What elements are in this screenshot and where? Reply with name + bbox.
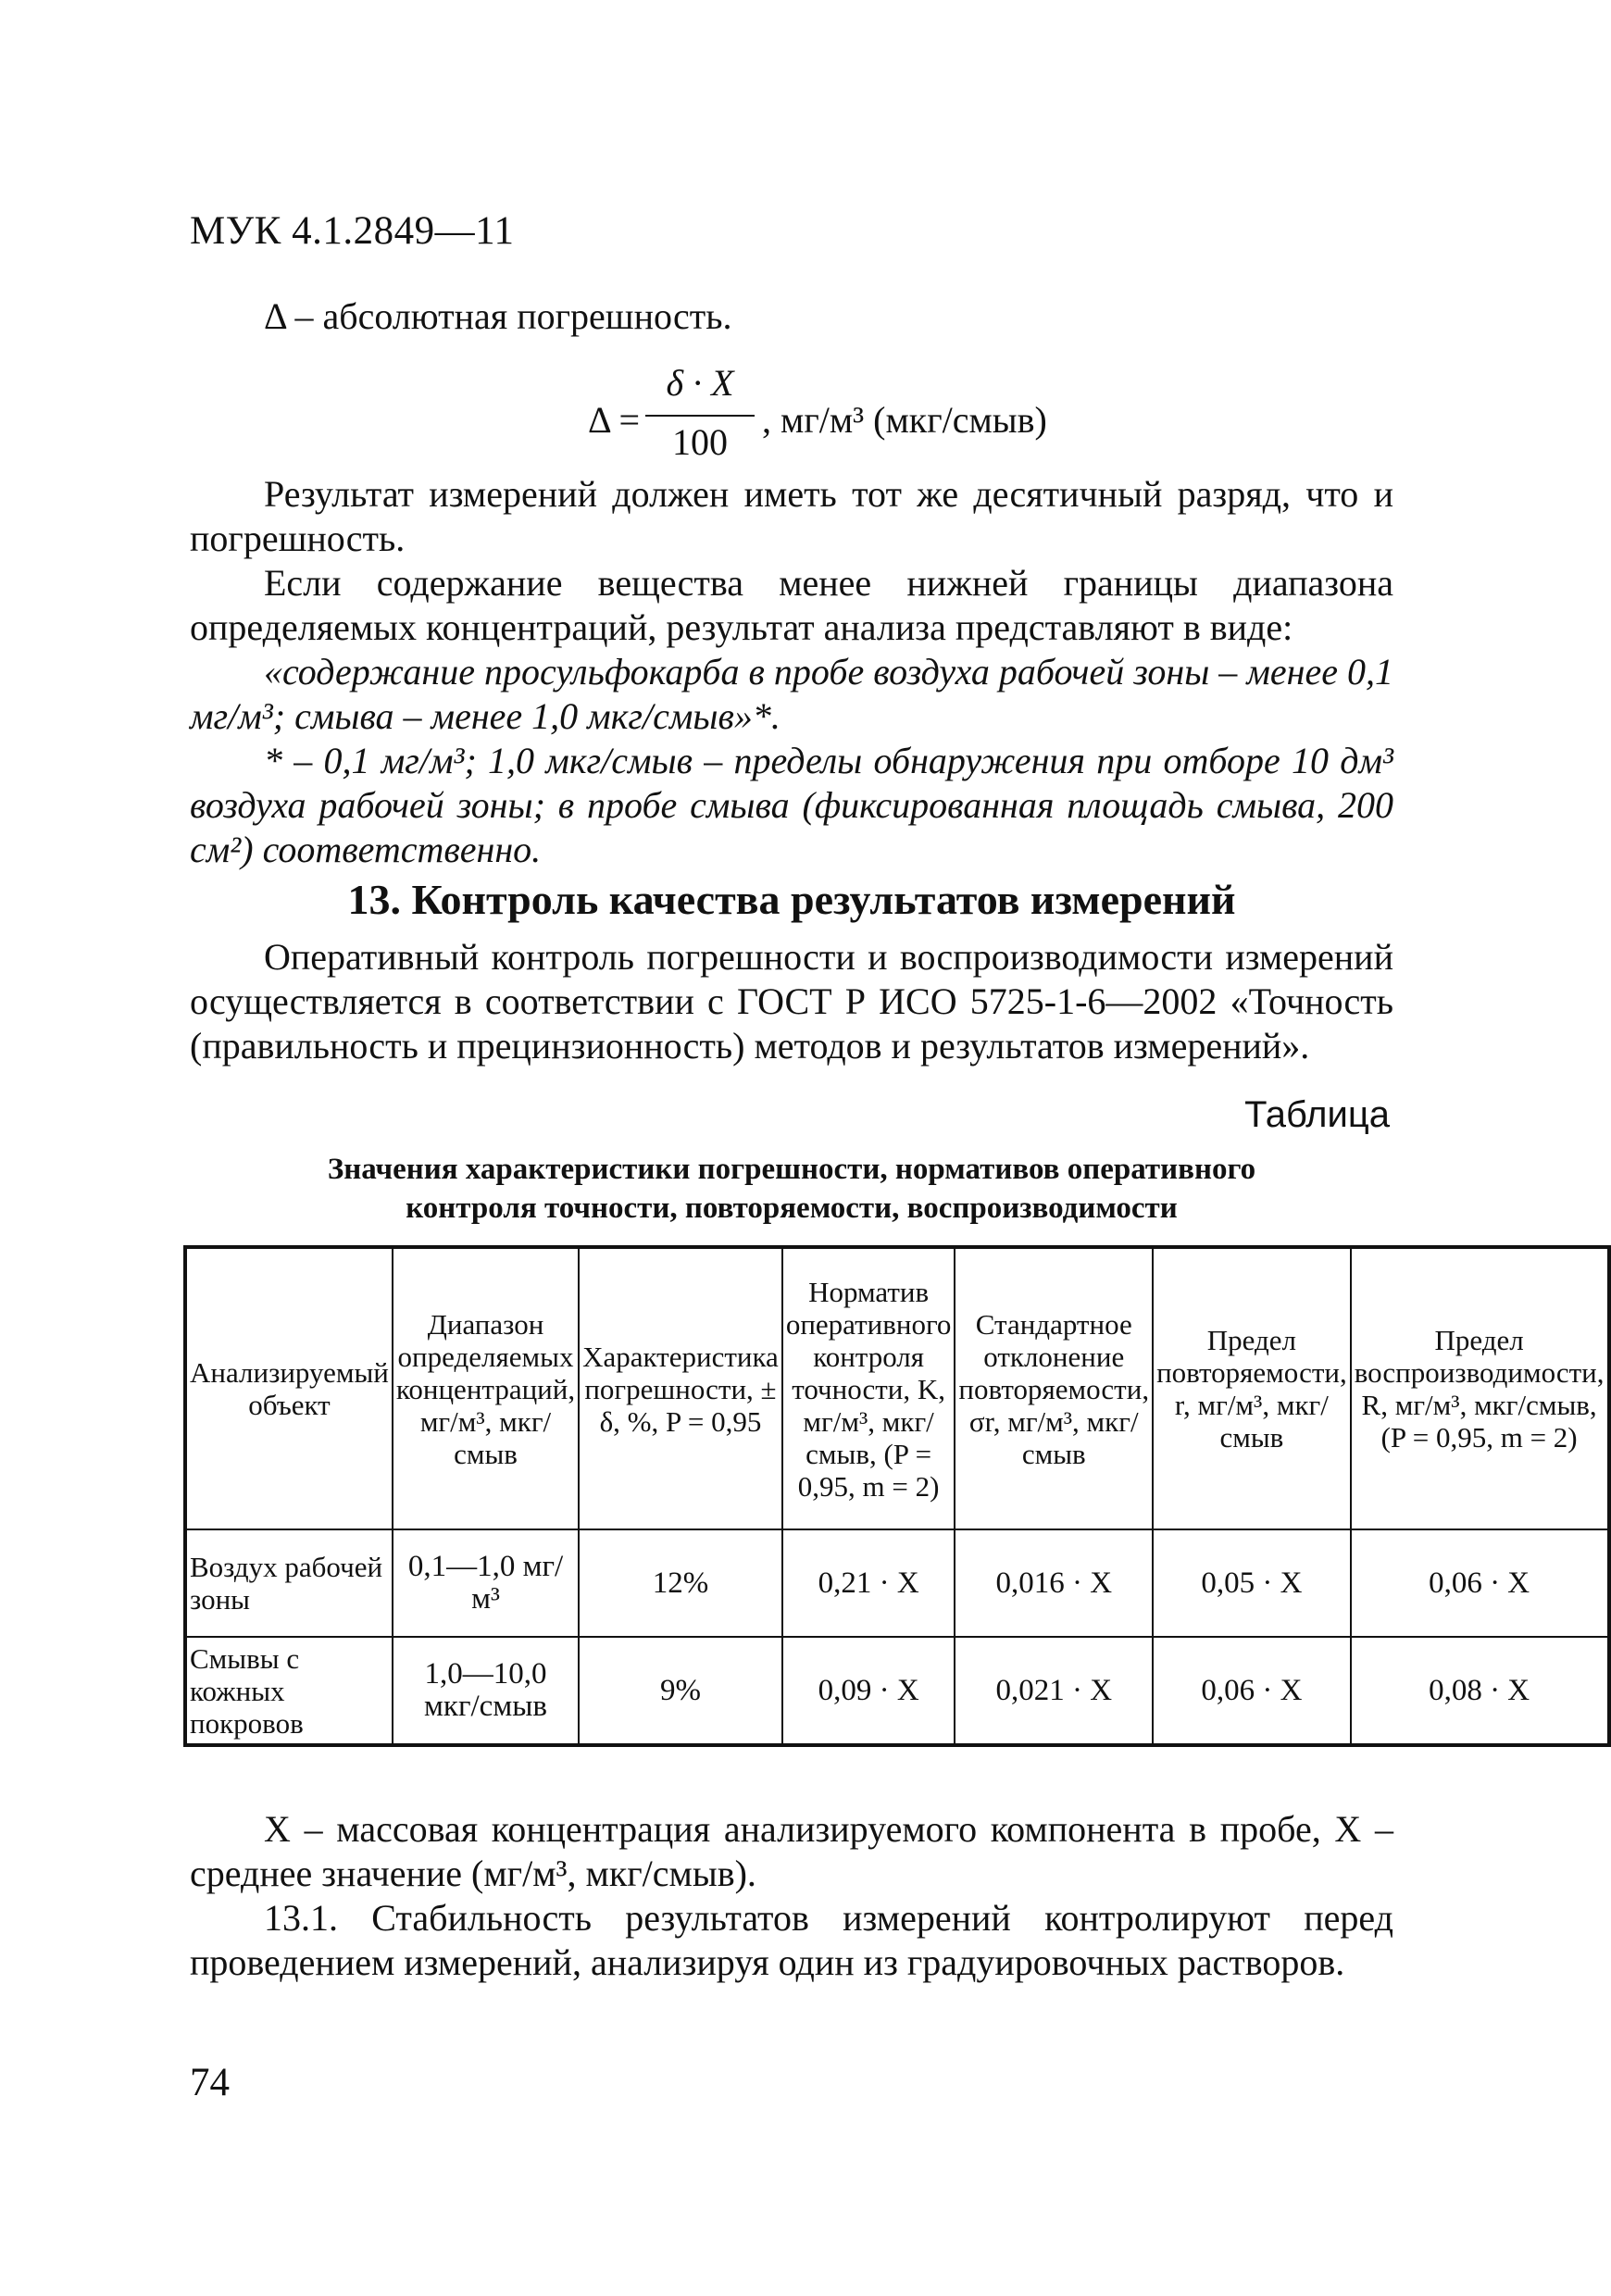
table-cell: 12% — [579, 1529, 782, 1637]
formula-lhs: Δ = — [588, 399, 641, 441]
formula-units: , мг/м³ (мкг/смыв) — [762, 399, 1047, 441]
table-header-row — [185, 1247, 1609, 1529]
error-characteristics-table — [183, 1245, 1611, 1747]
table-cell: 0,05 · X — [1153, 1529, 1351, 1637]
table-label: Таблица — [1244, 1094, 1390, 1135]
table-cell: 0,08 · X — [1351, 1637, 1609, 1745]
paragraph-quote: «содержание просульфокарба в пробе воздуха рабочей зоны – менее 0,1 мг/м³; смыва – менее 1,0 мкг/смыв»*. — [190, 651, 1393, 737]
table-cell: 1,0—10,0 мкг/смыв — [393, 1637, 579, 1745]
header-cell: Предел повторяемости, r, мг/м³, мкг/смыв — [1153, 1247, 1351, 1529]
table-row — [185, 1637, 1609, 1745]
header-cell: Анализируемый объект — [185, 1247, 393, 1529]
table-row — [185, 1529, 1609, 1637]
formula-denominator: 100 — [672, 421, 728, 463]
table-cell: 0,09 · X — [782, 1637, 955, 1745]
table-cell: Смывы с кожных покровов — [185, 1637, 393, 1745]
paragraph-footnote: * – 0,1 мг/м³; 1,0 мкг/смыв – пределы обнаружения при отборе 10 дм³ воздуха рабочей зоны; в пробе смыва (фиксированная площадь смыва, 200 см²) соответственно. — [190, 740, 1393, 870]
paragraph-x-definition: X – массовая концентрация анализируемого компонента в пробе, X – среднее значение (мг/м³, мкг/смыв). — [190, 1808, 1393, 1894]
table-title — [190, 1150, 1393, 1228]
table-title-line1: Значения характеристики погрешности, нормативов оперативного — [327, 1153, 1256, 1186]
table-cell: Воздух рабочей зоны — [185, 1529, 393, 1637]
table-cell: 0,1—1,0 мг/м³ — [393, 1529, 579, 1637]
paragraph-result: Результат измерений должен иметь тот же десятичный разряд, что и погрешность. — [190, 473, 1393, 559]
paragraph-13-1: 13.1. Стабильность результатов измерений контролируют перед проведением измерений, анализируя один из градуировочных растворов. — [190, 1897, 1393, 1983]
header-cell: Характеристика погрешности, ± δ, %, P = 0,95 — [579, 1247, 782, 1529]
header-cell: Предел воспроизводимости, R, мг/м³, мкг/смыв, (P = 0,95, m = 2) — [1351, 1247, 1609, 1529]
table-cell: 9% — [579, 1637, 782, 1745]
table-cell: 0,06 · X — [1351, 1529, 1609, 1637]
paragraph-if: Если содержание вещества менее нижней границы диапазона определяемых концентраций, результат анализа представляют в виде: — [190, 562, 1393, 648]
section-title: 13. Контроль качества результатов измерений — [347, 876, 1236, 923]
paragraph-control: Оперативный контроль погрешности и воспроизводимости измерений осуществляется в соответствии с ГОСТ Р ИСО 5725-1-6—2002 «Точность (правильность и прецинзионность) методов и результатов измерений». — [190, 936, 1393, 1067]
header-cell: Норматив оперативного контроля точности, K, мг/м³, мкг/смыв, (P = 0,95, m = 2) — [782, 1247, 955, 1529]
table-cell: 0,21 · X — [782, 1529, 955, 1637]
header-cell: Диапазон определяемых концентраций, мг/м³, мкг/смыв — [393, 1247, 579, 1529]
table-cell: 0,021 · X — [955, 1637, 1153, 1745]
delta-definition: Δ – абсолютная погрешность. — [264, 295, 732, 337]
table-title-line2: контроля точности, повторяемости, воспроизводимости — [406, 1192, 1178, 1225]
table-cell: 0,016 · X — [955, 1529, 1153, 1637]
header-cell: Стандартное отклонение повторяемости, σr, мг/м³, мкг/смыв — [955, 1247, 1153, 1529]
fraction-bar — [645, 415, 755, 417]
document-code-header: МУК 4.1.2849—11 — [190, 209, 515, 253]
table-cell: 0,06 · X — [1153, 1637, 1351, 1745]
delta-formula — [588, 361, 1069, 463]
page-number: 74 — [190, 2061, 230, 2104]
formula-numerator: δ · X — [666, 362, 734, 404]
